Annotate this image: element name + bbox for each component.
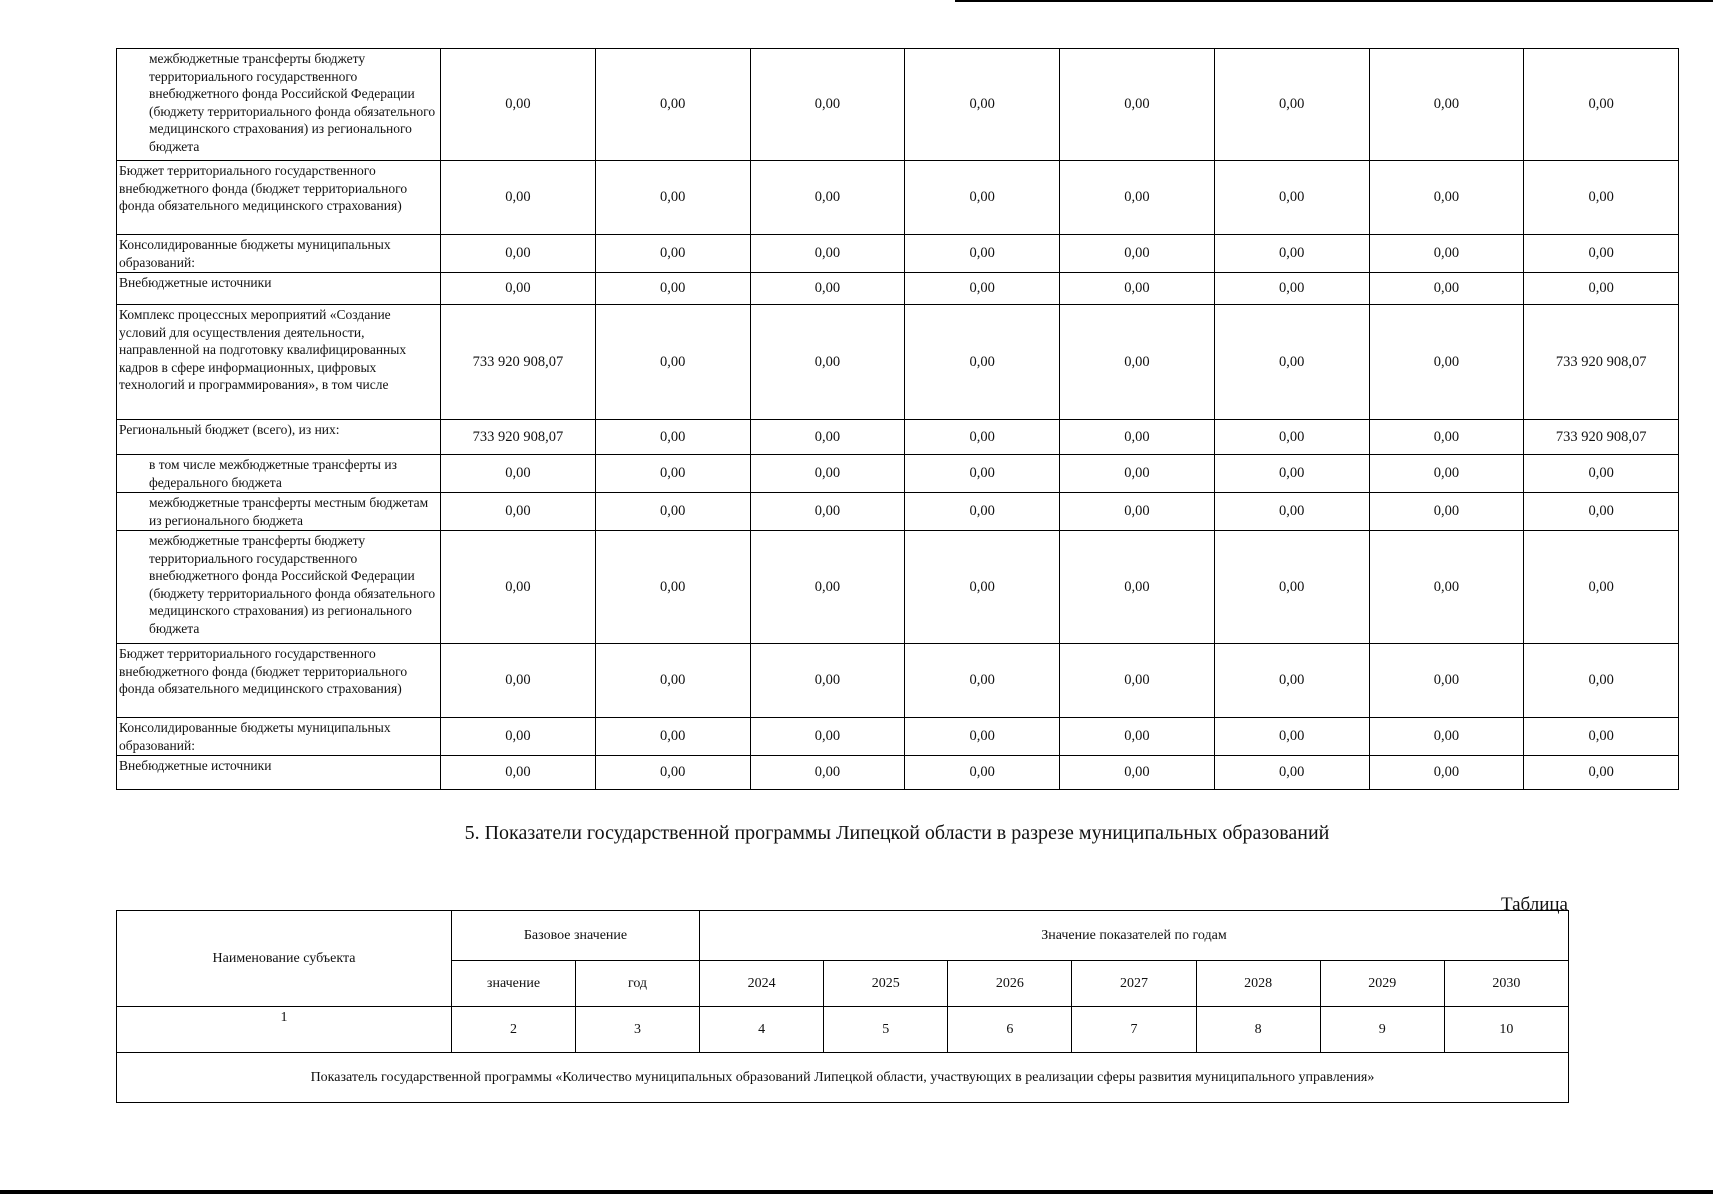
budget-row [117,644,1679,718]
budget-value-cell: 0,00 [1060,756,1215,790]
budget-value-cell: 0,00 [1369,49,1524,161]
budget-value-cell: 0,00 [1214,305,1369,420]
budget-value-cell: 0,00 [905,644,1060,718]
index-cell: 6 [948,1007,1072,1053]
budget-value-cell: 0,00 [1060,455,1215,493]
budget-row [117,161,1679,235]
budget-value-cell: 0,00 [905,455,1060,493]
budget-value-cell: 0,00 [1524,273,1679,305]
header-years-group: Значение показателей по годам [700,911,1569,961]
budget-value-cell: 0,00 [1369,305,1524,420]
budget-value-cell: 0,00 [1214,644,1369,718]
budget-value-cell: 0,00 [750,273,905,305]
budget-value-cell: 0,00 [1524,531,1679,644]
budget-value-cell: 733 920 908,07 [1524,305,1679,420]
budget-row-label: в том числе межбюджетные трансферты из федерального бюджета [117,455,441,493]
index-cell: 3 [576,1007,700,1053]
budget-value-cell: 0,00 [595,531,750,644]
budget-value-cell: 0,00 [1214,493,1369,531]
index-cell: 8 [1196,1007,1320,1053]
budget-row-label: межбюджетные трансферты местным бюджетам из регионального бюджета [117,493,441,531]
budget-value-cell: 0,00 [1369,420,1524,455]
budget-value-cell: 0,00 [441,161,596,235]
budget-row [117,420,1679,455]
budget-row [117,493,1679,531]
budget-value-cell: 0,00 [441,718,596,756]
index-cell: 10 [1444,1007,1568,1053]
header-base-value-value: значение [452,961,576,1007]
budget-value-cell: 0,00 [441,644,596,718]
index-cell: 5 [824,1007,948,1053]
budget-row [117,273,1679,305]
budget-value-cell: 0,00 [1369,455,1524,493]
budget-value-cell: 0,00 [1524,493,1679,531]
budget-row [117,49,1679,161]
budget-value-cell: 0,00 [1524,644,1679,718]
budget-value-cell: 0,00 [1369,161,1524,235]
index-cell: 4 [700,1007,824,1053]
header-year-2029: 2029 [1320,961,1444,1007]
budget-row-label: Бюджет территориального государственного внебюджетного фонда (бюджет территориального фонда обязательного медицинского страхования) [117,161,441,235]
budget-row [117,455,1679,493]
header-year-2030: 2030 [1444,961,1568,1007]
budget-value-cell: 0,00 [905,235,1060,273]
budget-value-cell: 0,00 [905,161,1060,235]
budget-value-cell: 0,00 [1214,420,1369,455]
budget-value-cell: 0,00 [750,718,905,756]
budget-value-cell: 0,00 [595,644,750,718]
budget-value-cell: 0,00 [750,305,905,420]
budget-table-body [117,49,1679,790]
header-subject: Наименование субъекта [117,911,452,1007]
indicator-index-row [117,1007,1569,1053]
budget-row [117,235,1679,273]
header-year-2024: 2024 [700,961,824,1007]
budget-value-cell: 0,00 [750,161,905,235]
budget-value-cell: 0,00 [441,273,596,305]
budget-value-cell: 0,00 [1060,531,1215,644]
budget-row [117,305,1679,420]
budget-value-cell: 733 920 908,07 [1524,420,1679,455]
budget-value-cell: 0,00 [1214,161,1369,235]
budget-value-cell: 0,00 [595,235,750,273]
budget-value-cell: 0,00 [750,531,905,644]
budget-value-cell: 0,00 [1214,49,1369,161]
budget-row-label: межбюджетные трансферты бюджету территориального государственного внебюджетного фонда Российской Федерации (бюджету территориального фонда обязательного медицинского страхования) из регионального бюджета [117,49,441,161]
index-cell: 9 [1320,1007,1444,1053]
budget-value-cell: 0,00 [905,531,1060,644]
budget-value-cell: 0,00 [441,455,596,493]
budget-value-cell: 0,00 [441,531,596,644]
budget-row [117,718,1679,756]
budget-value-cell: 733 920 908,07 [441,305,596,420]
indicator-table [116,910,1569,1103]
budget-value-cell: 733 920 908,07 [441,420,596,455]
budget-value-cell: 0,00 [1369,273,1524,305]
budget-value-cell: 0,00 [1060,493,1215,531]
budget-value-cell: 0,00 [1524,756,1679,790]
scan-edge-top [955,0,1713,2]
budget-value-cell: 0,00 [1214,718,1369,756]
budget-value-cell: 0,00 [1524,718,1679,756]
budget-value-cell: 0,00 [1060,420,1215,455]
budget-value-cell: 0,00 [1214,235,1369,273]
budget-value-cell: 0,00 [905,493,1060,531]
budget-value-cell: 0,00 [1524,455,1679,493]
index-cell: 1 [117,1007,452,1053]
budget-value-cell: 0,00 [441,493,596,531]
budget-row-label: Консолидированные бюджеты муниципальных образований: [117,718,441,756]
index-cell: 7 [1072,1007,1196,1053]
budget-value-cell: 0,00 [1369,756,1524,790]
budget-value-cell: 0,00 [905,718,1060,756]
section-title: 5. Показатели государственной программы Липецкой области в разрезе муниципальных образований [464,822,1330,844]
budget-value-cell: 0,00 [750,493,905,531]
budget-value-cell: 0,00 [750,235,905,273]
budget-value-cell: 0,00 [1369,718,1524,756]
header-year-2025: 2025 [824,961,948,1007]
budget-value-cell: 0,00 [1369,235,1524,273]
budget-value-cell: 0,00 [441,49,596,161]
budget-value-cell: 0,00 [1060,235,1215,273]
budget-row-label: межбюджетные трансферты бюджету территориального государственного внебюджетного фонда Российской Федерации (бюджету территориального фонда обязательного медицинского страхования) из регионального бюджета [117,531,441,644]
budget-value-cell: 0,00 [595,49,750,161]
budget-value-cell: 0,00 [1060,49,1215,161]
budget-value-cell: 0,00 [1060,305,1215,420]
budget-value-cell: 0,00 [1214,756,1369,790]
budget-value-cell: 0,00 [1060,161,1215,235]
budget-value-cell: 0,00 [1524,161,1679,235]
budget-value-cell: 0,00 [1214,455,1369,493]
budget-value-cell: 0,00 [905,420,1060,455]
budget-funding-table [116,48,1679,790]
budget-value-cell: 0,00 [750,644,905,718]
budget-value-cell: 0,00 [905,49,1060,161]
budget-value-cell: 0,00 [595,718,750,756]
budget-value-cell: 0,00 [1060,273,1215,305]
budget-value-cell: 0,00 [441,756,596,790]
budget-value-cell: 0,00 [1214,531,1369,644]
budget-row [117,756,1679,790]
budget-row-label: Комплекс процессных мероприятий «Создание условий для осуществления деятельности, направленной на подготовку квалифицированных кадров в сфере информационных, цифровых технологий и программирования», в том числе [117,305,441,420]
budget-value-cell: 0,00 [595,273,750,305]
scan-edge-bottom [0,1190,1713,1194]
budget-value-cell: 0,00 [595,420,750,455]
budget-value-cell: 0,00 [1214,273,1369,305]
budget-value-cell: 0,00 [905,273,1060,305]
budget-value-cell: 0,00 [750,420,905,455]
header-year-2026: 2026 [948,961,1072,1007]
budget-value-cell: 0,00 [1060,644,1215,718]
budget-value-cell: 0,00 [1524,49,1679,161]
budget-row-label: Внебюджетные источники [117,273,441,305]
index-cell: 2 [452,1007,576,1053]
budget-value-cell: 0,00 [595,305,750,420]
header-year-2027: 2027 [1072,961,1196,1007]
header-year-2028: 2028 [1196,961,1320,1007]
budget-value-cell: 0,00 [595,493,750,531]
budget-value-cell: 0,00 [1369,531,1524,644]
header-base-value-year: год [576,961,700,1007]
budget-row [117,531,1679,644]
table-caption: Таблица [1500,894,1568,915]
budget-value-cell: 0,00 [441,235,596,273]
indicator-row [117,1053,1569,1103]
budget-value-cell: 0,00 [905,756,1060,790]
budget-value-cell: 0,00 [595,161,750,235]
indicator-header-row [117,911,1569,961]
budget-value-cell: 0,00 [750,49,905,161]
budget-value-cell: 0,00 [1369,644,1524,718]
budget-value-cell: 0,00 [1060,718,1215,756]
budget-row-label: Бюджет территориального государственного внебюджетного фонда (бюджет территориального фонда обязательного медицинского страхования) [117,644,441,718]
budget-value-cell: 0,00 [595,455,750,493]
budget-value-cell: 0,00 [1369,493,1524,531]
budget-row-label: Консолидированные бюджеты муниципальных образований: [117,235,441,273]
indicator-name: Показатель государственной программы «Количество муниципальных образований Липецкой области, участвующих в реализации сферы развития муниципального управления» [117,1053,1569,1103]
header-base-value: Базовое значение [452,911,700,961]
budget-row-label: Региональный бюджет (всего), из них: [117,420,441,455]
budget-value-cell: 0,00 [905,305,1060,420]
budget-value-cell: 0,00 [750,455,905,493]
budget-row-label: Внебюджетные источники [117,756,441,790]
budget-value-cell: 0,00 [595,756,750,790]
budget-value-cell: 0,00 [1524,235,1679,273]
budget-value-cell: 0,00 [750,756,905,790]
